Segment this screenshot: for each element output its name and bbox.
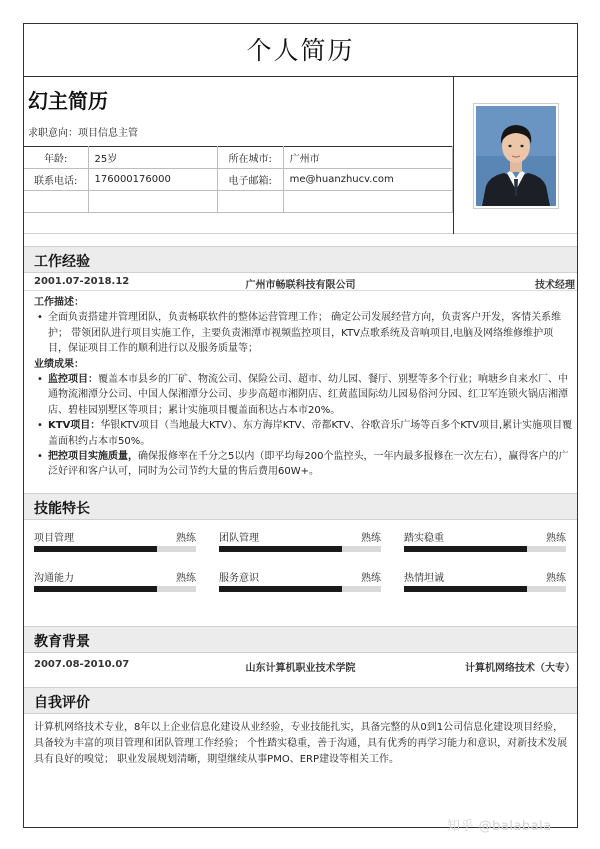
skill-name: 沟通能力 xyxy=(34,572,74,584)
age-value: 25岁 xyxy=(88,147,217,169)
work-details xyxy=(24,291,577,480)
self-eval-section-header xyxy=(24,687,577,714)
work-desc-label: 工作描述： xyxy=(34,297,84,308)
age-label: 年龄: xyxy=(24,147,88,169)
photo-cell xyxy=(453,77,579,234)
skills-grid xyxy=(24,520,577,626)
self-eval-text: 计算机网络技术专业，8年以上企业信息化建设从业经验，专业技能扎实，具备完整的从0到1公司信息化建设项目经验，具备较为丰富的项目管理和团队管理工作经验； 个性踏实稳重，善于沟通，具有优秀的再学习能力和意识，对新技术发展具有良好的嗅觉； 职业发展规划清晰，期望继续从事PMO、ERP建设等相关工作。 xyxy=(34,721,568,765)
portrait-image xyxy=(476,106,556,206)
achievement-text: 覆盖本市县乡的厂矿、物流公司、保险公司、超市、幼儿园、餐厅、别墅等多个行业；响塘乡自来水厂、中通物流湘潭分公司、中国人保湘潭分公司、步步高超市湘阴店、红黄蓝国际幼儿园易俗河分园、红卫军连锁火锅店湘潭店、碧桂园别墅区等项目；累计实施项目覆盖面积达占本市20%。 xyxy=(48,374,568,416)
document-title: 个人简历 xyxy=(24,24,577,77)
achievement-item xyxy=(34,372,573,418)
info-row xyxy=(24,169,453,191)
education-section-header xyxy=(24,626,577,653)
skill-bar xyxy=(404,586,566,592)
skill-bar-fill xyxy=(404,586,527,592)
skill-name: 项目管理 xyxy=(34,532,74,544)
achievement-label: 监控项目： xyxy=(48,374,98,386)
work-company: 广州市畅联科技有限公司 xyxy=(245,280,356,291)
skill-item xyxy=(219,569,381,599)
achievement-label: KTV项目： xyxy=(48,420,101,432)
skill-bar xyxy=(219,546,381,552)
skill-level: 熟练 xyxy=(176,572,196,584)
work-position: 技术经理 xyxy=(535,280,575,291)
education-entry xyxy=(24,653,577,677)
skill-name: 踏实稳重 xyxy=(404,532,444,544)
skill-bar-fill xyxy=(34,586,157,592)
skill-item xyxy=(404,569,566,599)
skill-item xyxy=(404,529,566,559)
phone-label: 联系电话: xyxy=(24,169,88,191)
candidate-name: 幻主简历 xyxy=(28,89,108,113)
info-row-empty xyxy=(24,191,453,213)
skill-level: 熟练 xyxy=(546,532,566,544)
city-value: 广州市 xyxy=(283,147,452,169)
achievement-label: 把控项目实施质量， xyxy=(48,451,138,463)
skill-item xyxy=(219,529,381,559)
skills-section-title: 技能特长 xyxy=(34,500,90,517)
skill-level: 熟练 xyxy=(176,532,196,544)
basic-info-table xyxy=(24,146,453,213)
watermark: 知乎 @balabala xyxy=(447,819,552,834)
education-school: 山东计算机职业技术学院 xyxy=(245,662,356,674)
education-section-title: 教育背景 xyxy=(34,633,90,650)
skill-name: 热情坦诚 xyxy=(404,572,444,584)
skill-bar xyxy=(34,546,196,552)
achievement-item xyxy=(34,418,573,449)
skill-bar-fill xyxy=(404,546,527,552)
profile-photo xyxy=(473,103,559,209)
work-section-title: 工作经验 xyxy=(34,254,90,270)
education-period: 2007.08-2010.07 xyxy=(34,658,130,670)
city-label: 所在城市: xyxy=(217,147,283,169)
skill-bar-fill xyxy=(34,546,157,552)
skill-bar-fill xyxy=(219,546,342,552)
work-period: 2001.07-2018.12 xyxy=(34,276,130,287)
phone-value: 176000176000 xyxy=(88,169,217,191)
self-eval-section-title: 自我评价 xyxy=(34,694,90,711)
skill-bar xyxy=(404,546,566,552)
profile-header xyxy=(24,77,577,234)
education-major: 计算机网络技术（大专） xyxy=(465,662,575,674)
skill-bar xyxy=(219,586,381,592)
skill-name: 服务意识 xyxy=(219,572,259,584)
achievement-item xyxy=(34,449,573,480)
work-section-header xyxy=(24,246,577,273)
skill-level: 熟练 xyxy=(361,532,381,544)
achievement-text: 华银KTV项目（当地最大KTV）、东方海岸KTV、帝都KTV、谷歌音乐广场等百多个KTV项目,累计实施项目覆盖面积约占本市50%。 xyxy=(48,420,573,447)
work-desc-item: • 全面负责搭建并管理团队，负责畅联软件的整体运营管理工作； 确定公司发展经营方向，负责客户开发，客情关系维护； 带领团队进行项目实施工作，主要负责湘潭市视频监控项目，KTV点歌系统及音响项目,电脑及网络维修维护项目，保证项目工作的顺利进行以及服务质量等； xyxy=(34,310,573,356)
achievement-text: 确保报修率在千分之5以内（即平均每200个监控头，一年内最多报修在一次左右），赢得客户的广泛好评和客户认可，同时为公司节约大量的售后费用60W+。 xyxy=(48,451,569,478)
job-objective: 求职意向：项目信息主管 xyxy=(28,128,138,139)
work-entry-header xyxy=(24,273,577,291)
email-label: 电子邮箱: xyxy=(217,169,283,191)
skill-bar xyxy=(34,586,196,592)
email-value: me@huanzhucv.com xyxy=(283,169,452,191)
skill-item xyxy=(34,529,196,559)
resume-sheet xyxy=(23,23,578,828)
skill-bar-fill xyxy=(219,586,342,592)
achievements-label: 业绩成果： xyxy=(34,358,84,370)
skill-item xyxy=(34,569,196,599)
skill-name: 团队管理 xyxy=(219,532,259,544)
skill-level: 熟练 xyxy=(546,572,566,584)
info-row xyxy=(24,147,453,169)
skills-section-header xyxy=(24,493,577,520)
skill-level: 熟练 xyxy=(361,572,381,584)
